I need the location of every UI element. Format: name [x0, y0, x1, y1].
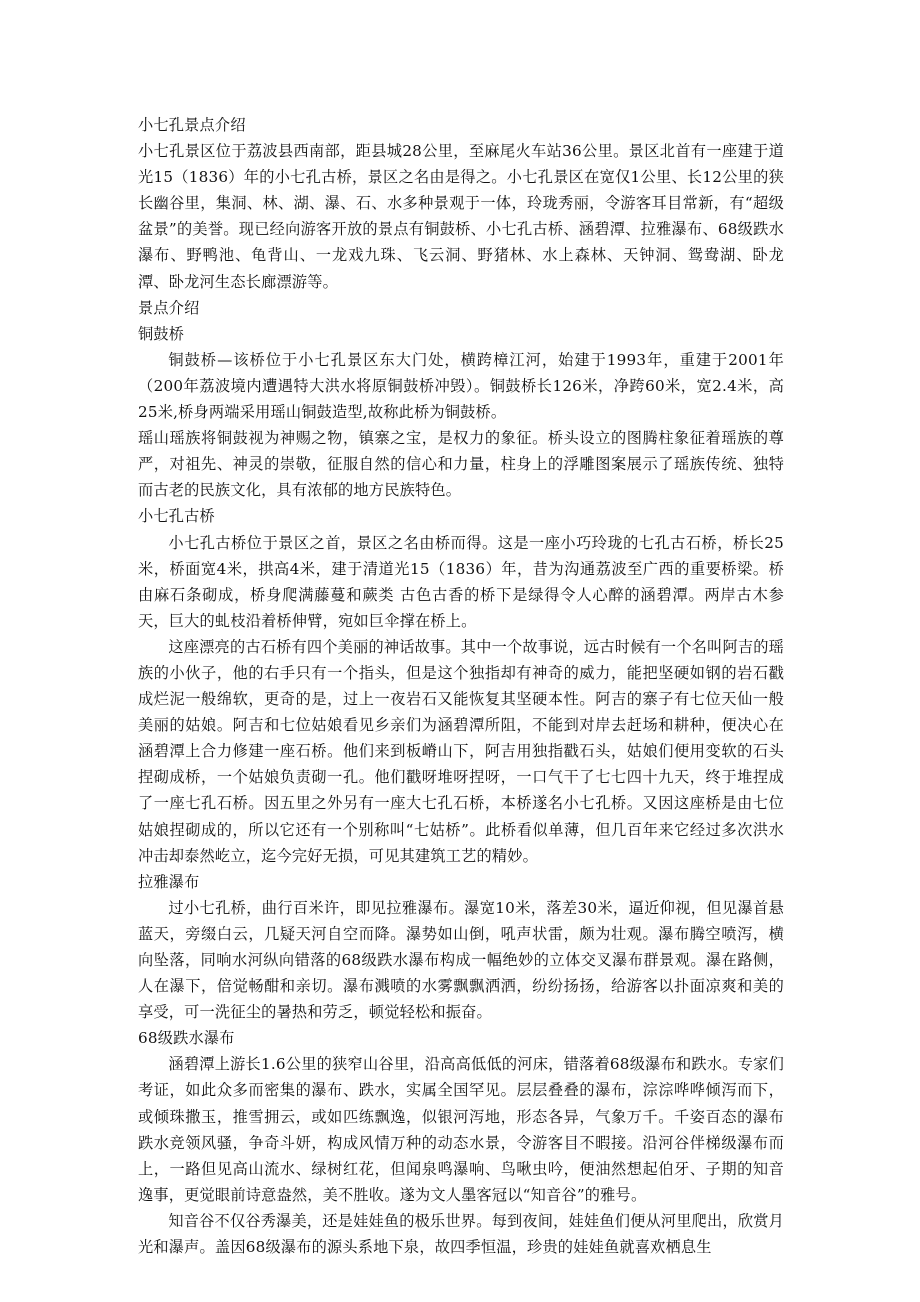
paragraph-68-level-waterfall-1: 涵碧潭上游长1.6公里的狭窄山谷里，沿高高低低的河床，错落着68级瀑布和跌水。专家们考证，如此众多而密集的瀑布、跌水，实属全国罕见。层层叠叠的瀑布，淙淙哗哗倾泻而下，或倾珠撒玉，推雪拥云，或如匹练飘逸，似银河泻地，形态各异，气象万千。千姿百态的瀑布跌水竞领风骚，争奇斗妍，构成风情万种的动态水景，令游客目不暇接。沿河谷伴梯级瀑布而上，一路但见高山流水、绿树红花，但闻泉鸣瀑响、鸟啾虫吟，便油然想起伯牙、子期的知音逸事，更觉眼前诗意盎然，美不胜收。遂为文人墨客冠以“知音谷”的雅号。 [138, 1055, 784, 1204]
heading-laya-waterfall: 拉雅瀑布 [138, 872, 200, 891]
paragraph-xiaoqikong-bridge-2: 这座漂亮的古石桥有四个美丽的神话故事。其中一个故事说，远古时候有一个名叫阿吉的瑶族的小伙子，他的右手只有一个指头，但是这个独指却有神奇的威力，能把坚硬如钢的岩石戳成烂泥一般绵软，更奇的是，过上一夜岩石又能恢复其坚硬本性。阿吉的寨子有七位天仙一般美丽的姑娘。阿吉和七位姑娘看见乡亲们为涵碧潭所阻，不能到对岸去赶场和耕种，便决心在涵碧潭上合力修建一座石桥。他们来到板嵴山下，阿吉用独指戳石头，姑娘们便用变软的石头捏砌成桥，一个姑娘负责砌一孔。他们戳呀堆呀捏呀，一口气干了七七四十九天，终于堆捏成了一座七孔石桥。因五里之外另有一座大七孔石桥，本桥遂名小七孔桥。又因这座桥是由七位姑娘捏砌成的，所以它还有一个别称叫“七姑桥”。此桥看似单薄，但几百年来它经过多次洪水冲击却泰然屹立，迄今完好无损，可见其建筑工艺的精妙。 [138, 637, 784, 865]
section-heading: 景点介绍 [138, 298, 200, 317]
paragraph-xiaoqikong-bridge-1: 小七孔古桥位于景区之首，景区之名由桥而得。这是一座小巧玲珑的七孔古石桥，桥长25米，桥面宽4米，拱高4米，建于清道光15（1836）年，昔为沟通荔波至广西的重要桥梁。桥由麻石条砌成，桥身爬满藤蔓和蕨类 古色古香的桥下是绿得令人心醉的涵碧潭。两岸古木参天，巨大的虬枝沿着桥伸臂，宛如巨伞撑在桥上。 [138, 533, 784, 630]
heading-68-level-waterfall: 68级跌水瀑布 [138, 1029, 235, 1048]
document-body [138, 112, 784, 1260]
paragraph-tonggu-bridge-2: 瑶山瑶族将铜鼓视为神赐之物，镇寨之宝，是权力的象征。桥头设立的图腾柱象征着瑶族的尊严，对祖先、神灵的崇敬，征服自然的信心和力量，柱身上的浮雕图案展示了瑶族传统、独特而古老的民族文化，具有浓郁的地方民族特色。 [138, 429, 784, 500]
heading-xiaoqikong-bridge: 小七孔古桥 [138, 507, 215, 526]
paragraph-68-level-waterfall-2: 知音谷不仅谷秀瀑美，还是娃娃鱼的极乐世界。每到夜间，娃娃鱼们便从河里爬出，欣赏月光和瀑声。盖因68级瀑布的源头系地下泉，故四季恒温，珍贵的娃娃鱼就喜欢栖息生 [138, 1211, 784, 1257]
document-title: 小七孔景点介绍 [138, 116, 246, 134]
heading-tonggu-bridge: 铜鼓桥 [138, 324, 185, 343]
paragraph-tonggu-bridge-1: 铜鼓桥—该桥位于小七孔景区东大门处，横跨樟江河，始建于1993年，重建于2001年（200年荔波境内遭遇特大洪水将原铜鼓桥冲毁）。铜鼓桥长126米，净跨60米，宽2.4米，高25米,桥身两端采用瑶山铜鼓造型,故称此桥为铜鼓桥。 [138, 350, 784, 422]
intro-paragraph: 小七孔景区位于荔波县西南部，距县城28公里，至麻尾火车站36公里。景区北首有一座建于道光15（1836）年的小七孔古桥，景区之名由是得之。小七孔景区在宽仅1公里、长12公里的狭长幽谷里，集洞、林、湖、瀑、石、水多种景观于一体，玲珑秀丽，令游客耳目常新，有“超级盆景”的美誉。现已经向游客开放的景点有铜鼓桥、小七孔古桥、涵碧潭、拉雅瀑布、68级跌水瀑布、野鸭池、龟背山、一龙戏九珠、飞云洞、野猪林、水上森林、天钟洞、鸳鸯湖、卧龙潭、卧龙河生态长廊漂游等。 [138, 142, 784, 291]
paragraph-laya-waterfall-1: 过小七孔桥，曲行百米许，即见拉雅瀑布。瀑宽10米，落差30米，逼近仰视，但见瀑首悬蓝天，旁缀白云，几疑天河自空而降。瀑势如山倒，吼声状雷，颇为壮观。瀑布腾空喷泻，横向坠落，同响水河纵向错落的68级跌水瀑布构成一幅绝妙的立体交叉瀑布群景观。瀑在路侧，人在瀑下，倍觉畅酣和亲切。瀑布溅喷的水雾飘飘洒洒，纷纷扬扬，给游客以扑面凉爽和美的享受，可一洗征尘的暑热和劳乏，顿觉轻松和振奋。 [138, 898, 784, 1022]
